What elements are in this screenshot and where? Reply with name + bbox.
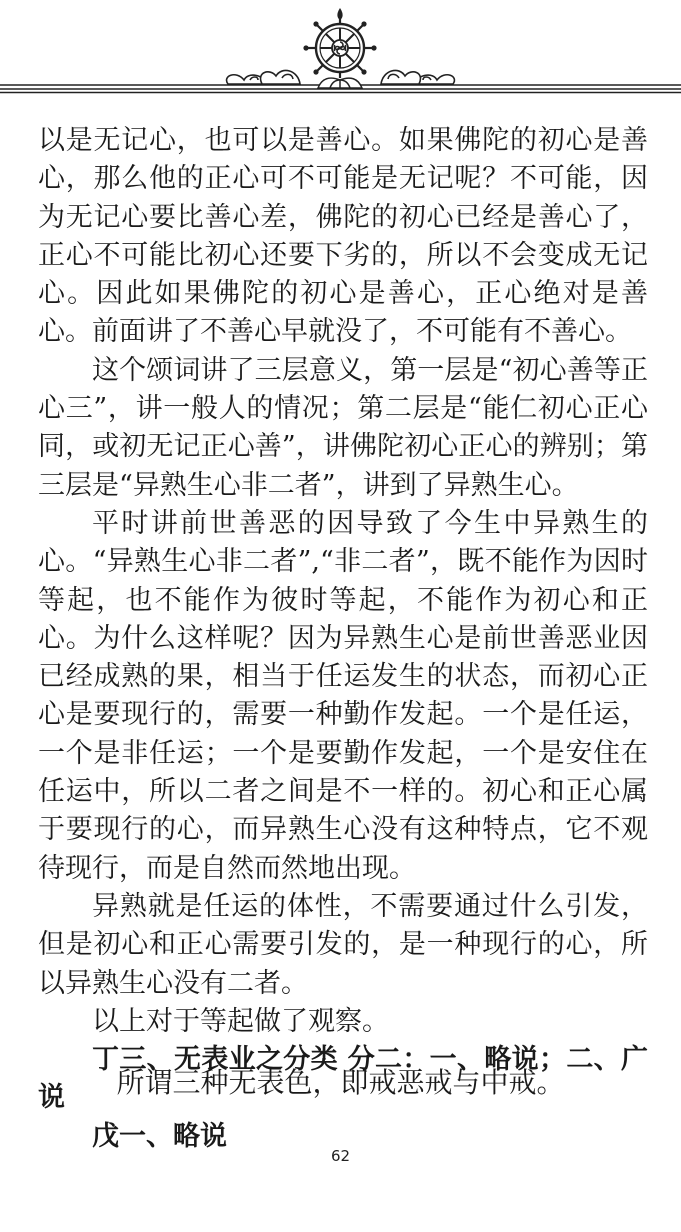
cloud-ornament-left-icon	[227, 70, 300, 84]
lotus-base-icon	[318, 78, 362, 88]
page-header-ornament	[0, 0, 681, 110]
subsection-heading: 戊一、略说	[92, 1120, 227, 1152]
page-number: 62	[330, 1147, 351, 1165]
body-text	[38, 122, 648, 1156]
paragraph: 这个颂词讲了三层意义，第一层是“初心善等正心三”，讲一般人的情况；第二层是“能仁初心正心同，或初无记正心善”，讲佛陀初心正心的辨别；第三层是“异熟生心非二者”，讲到了异熟生心。	[38, 354, 648, 501]
section-heading: 丁三、无表业之分类 分二：一、略说；二、广说	[38, 1044, 648, 1114]
root-verse: 所谓三种无表色，即戒恶戒与中戒。	[116, 1066, 565, 1099]
paragraph: 异熟就是任运的体性，不需要通过什么引发，但是初心和正心需要引发的，是一种现行的心，所以异熟生心没有二者。	[38, 890, 648, 999]
paragraph: 平时讲前世善恶的因导致了今生中异熟生的心。“异熟生心非二者”,“非二者”，既不能作为因时等起，也不能作为彼时等起，不能作为初心和正心。为什么这样呢？因为异熟生心是前世善恶业因已经成熟的果，相当于任运发生的状态，而初心正心是要现行的，需要一种勤作发起。一个是任运，一个是非任运；一个是要勤作发起，一个是安住在任运中，所以二者之间是不一样的。初心和正心属于要现行的心，而异熟生心没有这种特点，它不观待现行，而是自然而然地出现。	[38, 507, 648, 884]
paragraph: 以是无记心，也可以是善心。如果佛陀的初心是善心，那么他的正心可不可能是无记呢？不可能，因为无记心要比善心差，佛陀的初心已经是善心了，正心不可能比初心还要下劣的，所以不会变成无记心。因此如果佛陀的初心是善心，正心绝对是善心。前面讲了不善心早就没了，不可能有不善心。	[38, 125, 648, 348]
cloud-ornament-right-icon	[381, 70, 454, 84]
dharma-wheel-icon	[303, 8, 376, 78]
paragraph: 以上对于等起做了观察。	[92, 1005, 389, 1037]
